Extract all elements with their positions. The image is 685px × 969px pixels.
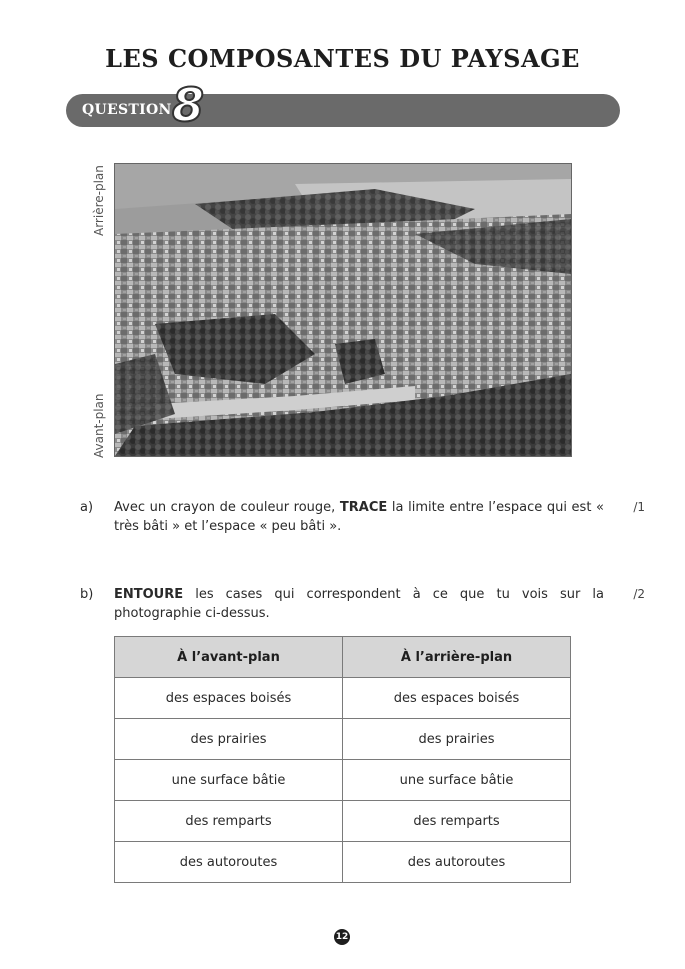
table-row <box>115 719 571 760</box>
page-number: 12 <box>334 929 350 945</box>
label-arriere-plan: Arrière-plan <box>92 165 106 236</box>
cell-avant-surface-batie[interactable]: une surface bâtie <box>115 760 343 801</box>
cell-avant-remparts[interactable]: des remparts <box>115 801 343 842</box>
cell-arriere-espaces-boises[interactable]: des espaces boisés <box>343 678 571 719</box>
cell-avant-autoroutes[interactable]: des autoroutes <box>115 842 343 883</box>
label-avant-plan: Avant-plan <box>92 393 106 458</box>
cell-arriere-surface-batie[interactable]: une surface bâtie <box>343 760 571 801</box>
question-a-text <box>114 498 604 536</box>
question-a-letter: a) <box>80 500 94 515</box>
cell-arriere-autoroutes[interactable]: des autoroutes <box>343 842 571 883</box>
cell-avant-espaces-boises[interactable]: des espaces boisés <box>115 678 343 719</box>
question-number: 8 <box>172 78 205 132</box>
question-bar <box>66 78 620 132</box>
question-b-letter: b) <box>80 587 94 602</box>
cell-arriere-remparts[interactable]: des remparts <box>343 801 571 842</box>
question-a-text-end: la limite entre l’espace qui est « très bâti » et l’espace « peu bâti ». <box>114 500 604 534</box>
question-a-keyword: TRACE <box>339 500 388 515</box>
table-row <box>115 801 571 842</box>
table-row <box>115 760 571 801</box>
table-row <box>115 842 571 883</box>
cell-arriere-prairies[interactable]: des prairies <box>343 719 571 760</box>
question-a-text-start: Avec un crayon de couleur rouge, <box>114 500 340 515</box>
table-row <box>115 678 571 719</box>
header-avant-plan: À l’avant-plan <box>115 637 343 678</box>
question-b-text-end: les cases qui correspondent à ce que tu vois sur la photographie ci-dessus. <box>114 587 604 621</box>
question-a-score: /1 <box>633 500 645 514</box>
question-b-keyword: ENTOURE <box>114 587 184 602</box>
question-b-score: /2 <box>633 587 645 601</box>
question-label: QUESTION <box>82 102 172 118</box>
table-header-row <box>115 637 571 678</box>
landscape-table <box>114 636 571 883</box>
aerial-town-photo <box>114 163 572 457</box>
page-title: LES COMPOSANTES DU PAYSAGE <box>105 44 580 73</box>
header-arriere-plan: À l’arrière-plan <box>343 637 571 678</box>
question-b-text <box>114 585 604 623</box>
cell-avant-prairies[interactable]: des prairies <box>115 719 343 760</box>
